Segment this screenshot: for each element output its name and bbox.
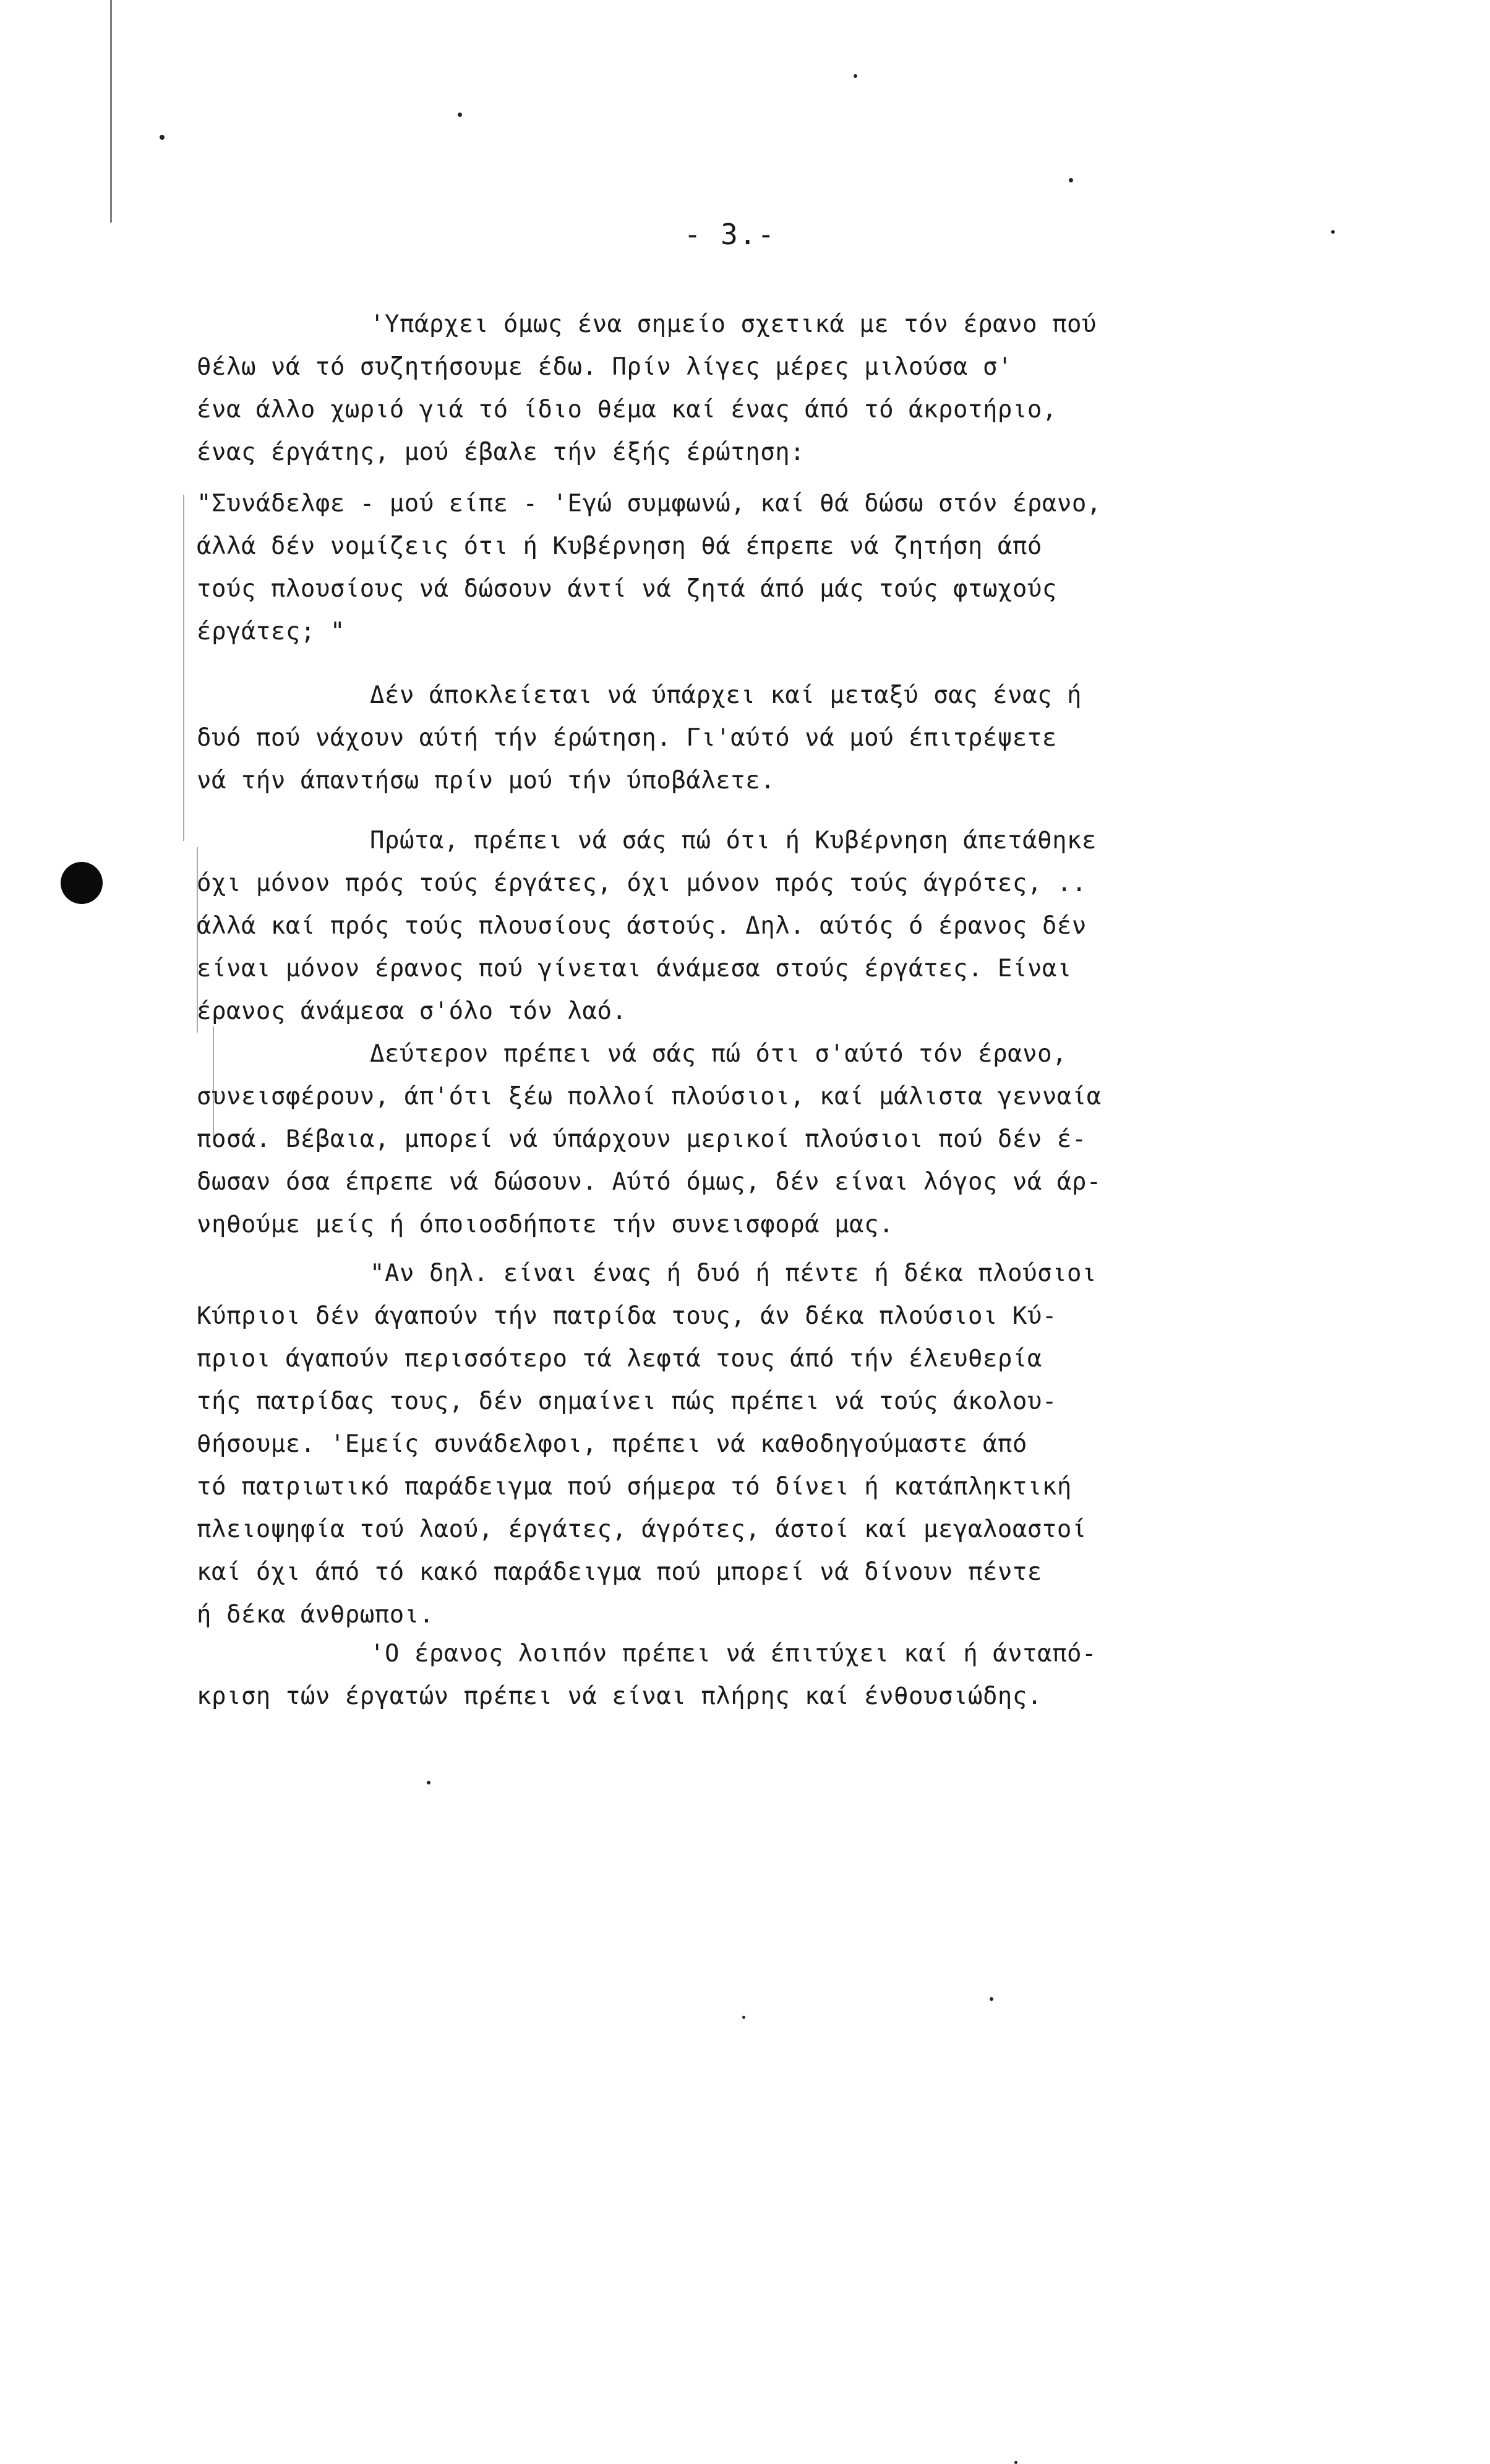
scan-speck	[1331, 230, 1335, 234]
text-line: θήσουμε. 'Εμείς συνάδελφοι, πρέπει νά καθοδηγούμαστε άπό	[197, 1430, 1027, 1458]
text-line: τούς πλουσίους νά δώσουν άντί νά ζητά άπό μάς τούς φτωχούς	[197, 575, 1057, 603]
scan-speck	[160, 135, 165, 140]
paragraph	[197, 303, 1397, 474]
text-line: κριση τών έργατών πρέπει νά είναι πλήρης καί ένθουσιώδης.	[197, 1682, 1042, 1710]
text-line: ή δέκα άνθρωποι.	[197, 1601, 434, 1629]
paragraph	[197, 1632, 1397, 1718]
scan-speck	[1014, 2461, 1017, 2464]
text-line: έργάτες; "	[197, 618, 345, 646]
text-line: έρανος άνάμεσα σ'όλο τόν λαό.	[197, 997, 627, 1025]
text-line: πλειοψηφία τού λαού, έργάτες, άγρότες, άστοί καί μεγαλοαστοί	[197, 1515, 1087, 1543]
paragraph	[197, 482, 1397, 653]
text-line: καί όχι άπό τό κακό παράδειγμα πού μπορεί νά δίνουν πέντε	[197, 1558, 1042, 1586]
text-line: ποσά. Βέβαια, μπορεί νά ύπάρχουν μερικοί πλούσιοι πού δέν έ-	[197, 1125, 1087, 1153]
text-line: Κύπριοι δέν άγαπούν τήν πατρίδα τους, άν δέκα πλούσιοι Κύ-	[197, 1302, 1057, 1330]
scan-speck	[1069, 178, 1073, 182]
text-line: νηθούμε μείς ή όποιοσδήποτε τήν συνεισφορά μας.	[197, 1211, 894, 1238]
text-line: νά τήν άπαντήσω πρίν μού τήν ύποβάλετε.	[197, 767, 776, 795]
text-line: συνεισφέρουν, άπ'ότι ξέω πολλοί πλούσιοι, καί μάλιστα γενναία	[197, 1083, 1102, 1111]
text-line: "Συνάδελφε - μού είπε - 'Εγώ συμφωνώ, καί θά δώσω στόν έρανο,	[197, 490, 1102, 518]
scan-speck	[458, 113, 462, 117]
text-line: 'Ο έρανος λοιπόν πρέπει νά έπιτύχει καί ή άνταπό-	[370, 1640, 1097, 1668]
text-line: άλλά δέν νομίζεις ότι ή Κυβέρνηση θά έπρεπε νά ζητήση άπό	[197, 532, 1042, 560]
text-line: ένας έργάτης, μού έβαλε τήν έξής έρώτηση:	[197, 438, 805, 466]
scan-speck	[742, 2016, 745, 2019]
text-line: πριοι άγαπούν περισσότερο τά λεφτά τους άπό τήν έλευθερία	[197, 1345, 1042, 1373]
text-line: τό πατριωτικό παράδειγμα πού σήμερα τό δίνει ή κατάπληκτική	[197, 1473, 1072, 1501]
text-line: Δέν άποκλείεται νά ύπάρχει καί μεταξύ σας ένας ή	[370, 681, 1082, 709]
paragraph	[197, 819, 1397, 1033]
text-line: "Αν δηλ. είναι ένας ή δυό ή πέντε ή δέκα πλούσιοι	[370, 1260, 1097, 1287]
text-line: είναι μόνον έρανος πού γίνεται άνάμεσα στούς έργάτες. Είναι	[197, 955, 1072, 983]
scan-edge-mark	[110, 0, 112, 223]
scan-speck	[427, 1781, 430, 1784]
text-line: Πρώτα, πρέπει νά σάς πώ ότι ή Κυβέρνηση άπετάθηκε	[370, 827, 1097, 855]
text-line: άλλά καί πρός τούς πλουσίους άστούς. Δηλ. αύτός ό έρανος δέν	[197, 912, 1087, 940]
text-line: δωσαν όσα έπρεπε νά δώσουν. Αύτό όμως, δέν είναι λόγος νά άρ-	[197, 1168, 1102, 1196]
hole-punch-mark	[61, 862, 103, 904]
text-line: τής πατρίδας τους, δέν σημαίνει πώς πρέπει νά τούς άκολου-	[197, 1388, 1057, 1415]
paragraph	[197, 1033, 1397, 1246]
paragraph	[197, 1252, 1397, 1636]
text-line: δυό πού νάχουν αύτή τήν έρώτηση. Γι'αύτό νά μού έπιτρέψετε	[197, 724, 1057, 752]
text-line: όχι μόνον πρός τούς έργάτες, όχι μόνον πρός τούς άγρότες, ..	[197, 869, 1087, 897]
text-line: ένα άλλο χωριό γιά τό ίδιο θέμα καί ένας άπό τό άκροτήριο,	[197, 396, 1057, 424]
text-line: 'Υπάρχει όμως ένα σημείο σχετικά με τόν έρανο πού	[370, 310, 1097, 338]
paragraph	[197, 674, 1397, 802]
scan-speck	[990, 1997, 993, 2001]
margin-line	[183, 495, 184, 841]
scan-speck	[854, 74, 857, 78]
text-line: Δεύτερον πρέπει νά σάς πώ ότι σ'αύτό τόν έρανο,	[370, 1040, 1068, 1068]
text-line: θέλω νά τό συζητήσουμε έδω. Πρίν λίγες μέρες μιλούσα σ'	[197, 353, 1013, 381]
page-number: - 3.-	[683, 218, 776, 251]
